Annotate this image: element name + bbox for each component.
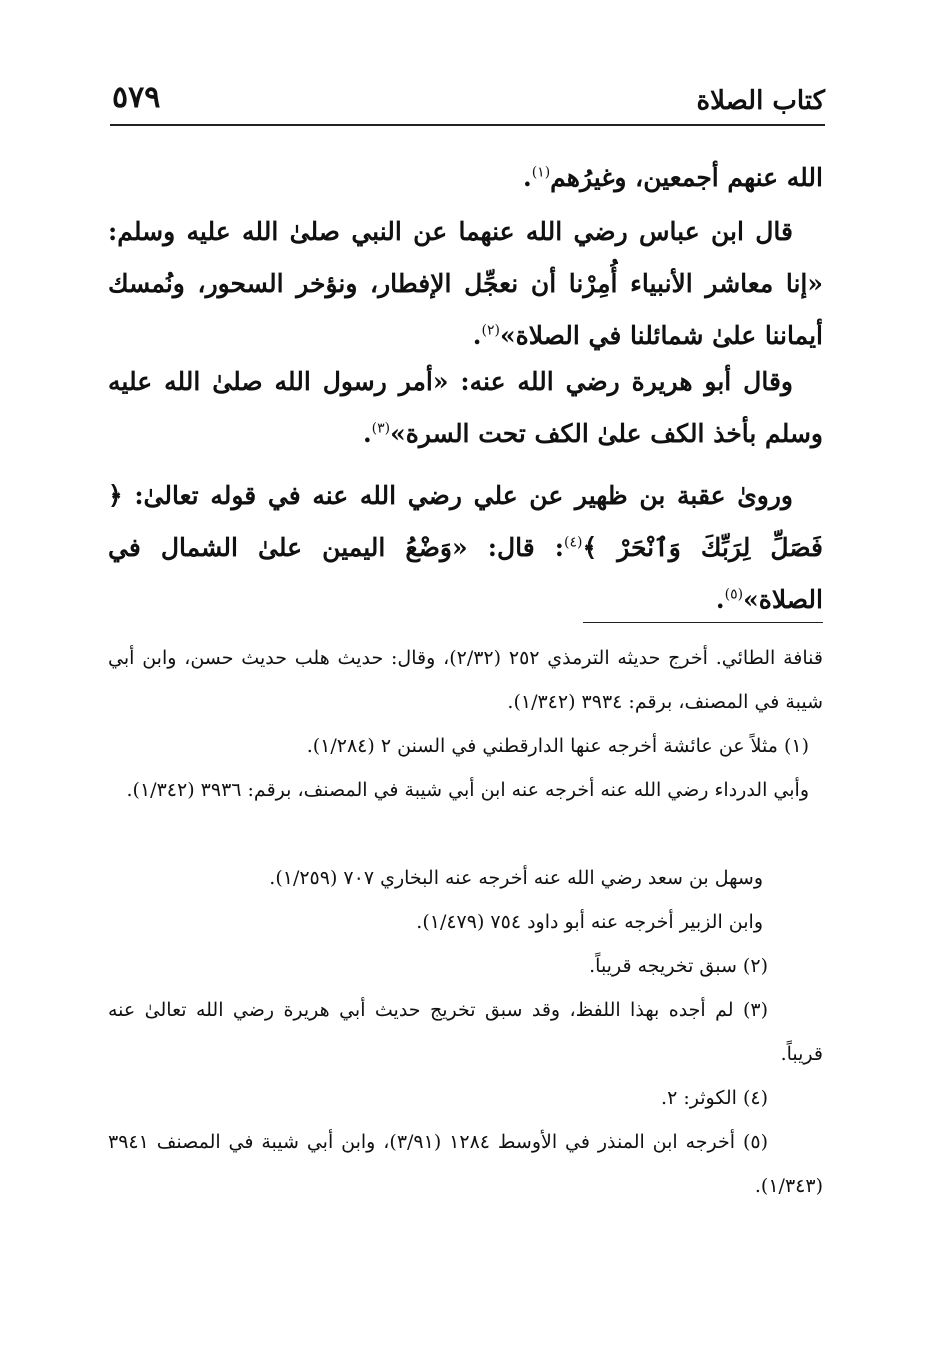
paragraph-3-text: وقال أبو هريرة رضي الله عنه: «أمر رسول الله صلىٰ الله عليه وسلم بأخذ الكف علىٰ الكف تحت السرة»	[108, 367, 823, 448]
footnote-ref-3: (٣)	[371, 420, 391, 437]
page-header	[110, 78, 825, 124]
paragraph-4-text-1: ورویٰ عقبة بن ظهير عن علي رضي الله عنه في قوله تعالىٰ: ﴿ فَصَلِّ لِرَبِّكَ وَٱنْحَرْ ﴾	[108, 481, 823, 562]
paragraph-1-text: الله عنهم أجمعين، وغيرُهم	[550, 163, 823, 192]
footnote-4	[180, 1076, 823, 1120]
paragraph-4	[108, 470, 823, 626]
paragraph-3-end: .	[362, 419, 372, 448]
footnote-ref-4: (٤)	[564, 534, 583, 551]
footnote-1-text-a: (١) مثلاً عن عائشة أخرجه عنها الدارقطني في السنن ٢ (١/٢٨٤).	[306, 735, 809, 757]
footnote-continuation	[108, 636, 823, 724]
footnote-1-line-4	[180, 900, 823, 944]
footnote-1-line-2	[108, 768, 823, 812]
footnote-1-line-1	[180, 724, 823, 768]
footnote-3	[108, 988, 823, 1076]
header-rule	[110, 124, 825, 126]
paragraph-1	[118, 152, 823, 204]
footnote-ref-1: (١)	[531, 164, 551, 181]
footnote-1-text-c: وسهل بن سعد رضي الله عنه أخرجه عنه البخاري ٧٠٧ (١/٢٥٩).	[269, 867, 763, 889]
paragraph-2-text: قال ابن عباس رضي الله عنهما عن النبي صلىٰ الله عليه وسلم: «إنا معاشر الأنبياء أُمِرْنا أن نعجِّل الإفطار، ونؤخر السحور، ونُمسك أيماننا علىٰ شمائلنا في الصلاة»	[108, 217, 823, 350]
footnote-separator	[583, 622, 823, 623]
footnote-5-text: (٥) أخرجه ابن المنذر في الأوسط ١٢٨٤ (٣/٩١)، وابن أبي شيبة في المصنف ٣٩٤١ (١/٣٤٣).	[108, 1131, 823, 1197]
footnote-1-text-d: وابن الزبير أخرجه عنه أبو داود ٧٥٤ (١/٤٧٩).	[416, 911, 763, 933]
footnote-ref-5: (٥)	[724, 586, 744, 603]
footnote-continuation-text: قنافة الطائي. أخرج حديثه الترمذي ٢٥٢ (٢/٣٢)، وقال: حديث هلب حديث حسن، وابن أبي شيبة في المصنف، برقم: ٣٩٣٤ (١/٣٤٢).	[108, 647, 823, 713]
footnote-1-text-b: وأبي الدرداء رضي الله عنه أخرجه عنه ابن أبي شيبة في المصنف، برقم: ٣٩٣٦ (١/٣٤٢).	[126, 779, 809, 801]
paragraph-3	[108, 356, 823, 460]
footnote-4-text: (٤) الكوثر: ٢.	[661, 1087, 768, 1109]
footnote-5	[108, 1120, 823, 1208]
paragraph-4-text-2: : قال: «وَضْعُ اليمين علىٰ الشمال في الصلاة»	[108, 533, 823, 614]
footnote-1-line-3	[180, 856, 823, 900]
paragraph-2	[108, 206, 823, 362]
paragraph-1-end: .	[522, 163, 532, 192]
footnote-ref-2: (٢)	[481, 322, 500, 339]
running-title: كتاب الصلاة	[696, 86, 825, 116]
footnote-2-text: (٢) سبق تخريجه قريباً.	[589, 955, 768, 977]
footnote-2	[180, 944, 823, 988]
paragraph-2-end: .	[472, 321, 482, 350]
footnote-3-text: (٣) لم أجده بهذا اللفظ، وقد سبق تخريج حديث أبي هريرة رضي الله تعالىٰ عنه قريباً.	[108, 999, 823, 1065]
page-number: ٥٧٩	[112, 80, 161, 115]
paragraph-4-end: .	[715, 585, 725, 614]
